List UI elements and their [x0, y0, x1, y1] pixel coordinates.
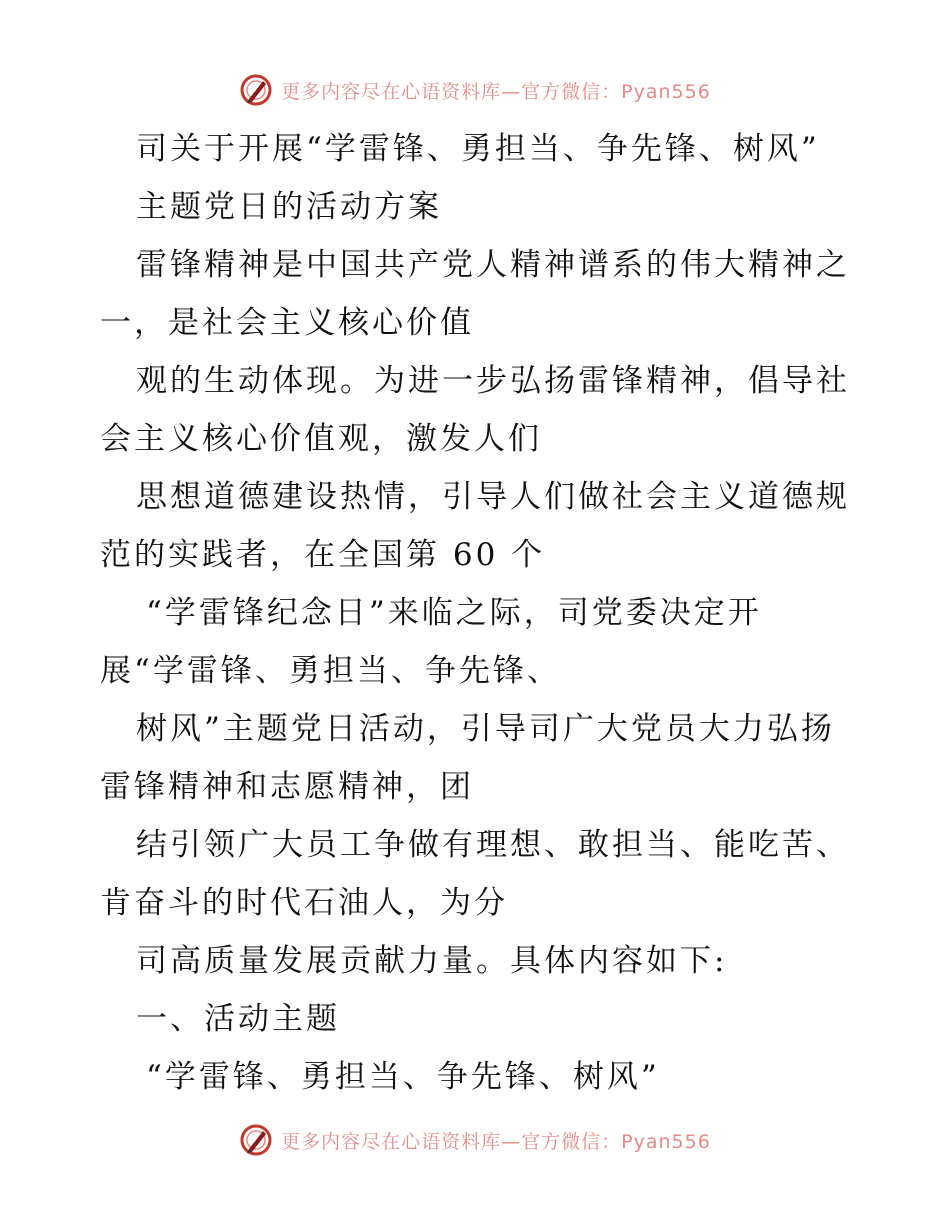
- paragraph-line: 展“学雷锋、勇担当、争先锋、: [100, 653, 561, 689]
- watermark-text: 更多内容尽在心语资料库—官方微信：Pyan556: [281, 80, 711, 103]
- paragraph-line: 结引领广大员工争做有理想、敢担当、能吃苦、: [136, 827, 850, 863]
- paragraph-line: 一，是社会主义核心价值: [100, 305, 474, 341]
- pen-circle-logo-icon: [239, 73, 273, 107]
- pen-circle-logo-icon: [239, 1123, 273, 1157]
- document-body: [100, 120, 860, 1106]
- title-line-1: 司关于开展“学雷锋、勇担当、争先锋、树风”: [136, 131, 820, 167]
- paragraph-line: 思想道德建设热情，引导人们做社会主义道德规: [136, 479, 850, 515]
- header-watermark: [0, 70, 950, 110]
- paragraph-line: 肯奋斗的时代石油人，为分: [100, 885, 508, 921]
- paragraph-line: 司高质量发展贡献力量。具体内容如下:: [136, 943, 728, 979]
- paragraph-line: 雷锋精神是中国共产党人精神谱系的伟大精神之: [136, 247, 850, 283]
- watermark-text: 更多内容尽在心语资料库—官方微信：Pyan556: [281, 1130, 711, 1153]
- paragraph-line: 范的实践者，在全国第 60 个: [100, 537, 546, 573]
- section-text: “学雷锋、勇担当、争先锋、树风”: [146, 1059, 660, 1095]
- paragraph-line: 会主义核心价值观，激发人们: [100, 421, 542, 457]
- footer-watermark: [0, 1120, 950, 1160]
- title-line-2: 主题党日的活动方案: [136, 189, 442, 225]
- paragraph-line: 观的生动体现。为进一步弘扬雷锋精神，倡导社: [136, 363, 850, 399]
- paragraph-line: “学雷锋纪念日”来临之际，司党委决定开: [146, 595, 762, 631]
- section-heading: 一、活动主题: [136, 1001, 340, 1037]
- paragraph-line: 树风”主题党日活动，引导司广大党员大力弘扬: [136, 711, 835, 747]
- paragraph-line: 雷锋精神和志愿精神，团: [100, 769, 474, 805]
